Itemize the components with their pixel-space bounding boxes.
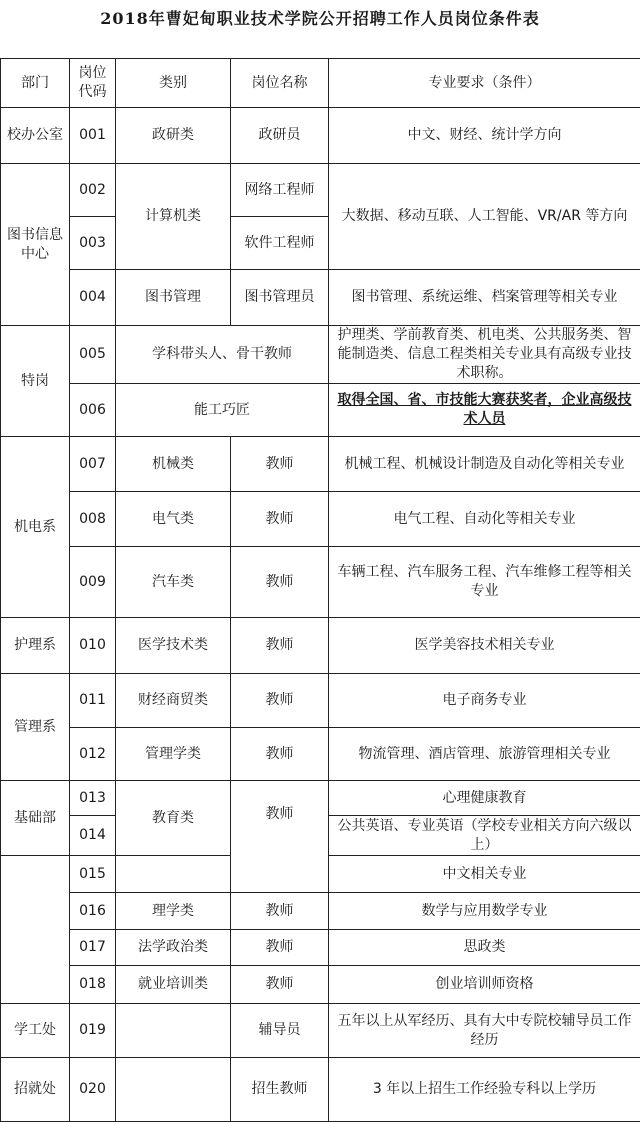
- dept-cell: 招就处: [1, 1058, 70, 1122]
- requirement-cell: 医学美容技术相关专业: [329, 618, 640, 674]
- header-category: 类别: [116, 59, 231, 108]
- category-cell-empty: [116, 856, 231, 893]
- position-cell: 教师: [231, 893, 329, 930]
- table-row: [1, 618, 640, 674]
- position-cell: 教师: [231, 728, 329, 781]
- requirement-cell: 3 年以上招生工作经验专科以上学历: [329, 1058, 640, 1122]
- position-cell: 图书管理员: [231, 270, 329, 326]
- dept-cell: 校办公室: [1, 108, 70, 164]
- requirement-cell: 公共英语、专业英语（学校专业相关方向六级以上）: [329, 816, 640, 856]
- category-cell-empty: [116, 1004, 231, 1058]
- dept-cell: 特岗: [1, 326, 70, 437]
- table-row: [1, 384, 640, 437]
- code-cell: 006: [70, 384, 116, 437]
- category-cell: 医学技术类: [116, 618, 231, 674]
- requirement-cell: 中文相关专业: [329, 856, 640, 893]
- requirement-cell: 图书管理、系统运维、档案管理等相关专业: [329, 270, 640, 326]
- table-row: [1, 893, 640, 930]
- category-cell: 能工巧匠: [116, 384, 329, 437]
- category-cell: 汽车类: [116, 547, 231, 618]
- category-cell: 政研类: [116, 108, 231, 164]
- dept-cell-empty: [1, 856, 70, 1004]
- code-cell: 001: [70, 108, 116, 164]
- header-row: [1, 59, 640, 108]
- category-cell: 电气类: [116, 492, 231, 547]
- category-cell: 理学类: [116, 893, 231, 930]
- table-row: [1, 728, 640, 781]
- job-conditions-table: [0, 58, 640, 1122]
- code-cell: 017: [70, 930, 116, 966]
- code-cell: 008: [70, 492, 116, 547]
- dept-cell: 机电系: [1, 437, 70, 618]
- position-cell: 辅导员: [231, 1004, 329, 1058]
- code-cell: 003: [70, 217, 116, 270]
- code-cell: 013: [70, 781, 116, 816]
- position-cell: 教师: [231, 437, 329, 492]
- code-cell: 012: [70, 728, 116, 781]
- dept-cell: 管理系: [1, 674, 70, 781]
- table-row: [1, 270, 640, 326]
- page-title: 2018年曹妃甸职业技术学院公开招聘工作人员岗位条件表: [0, 0, 640, 38]
- position-cell: 教师: [231, 781, 329, 893]
- dept-cell: 基础部: [1, 781, 70, 856]
- requirement-cell: 电子商务专业: [329, 674, 640, 728]
- position-cell: 教师: [231, 966, 329, 1004]
- position-cell: 网络工程师: [231, 164, 329, 217]
- position-cell: 政研员: [231, 108, 329, 164]
- table-row: [1, 547, 640, 618]
- header-code: 岗位代码: [70, 59, 116, 108]
- requirement-cell: 大数据、移动互联、人工智能、VR/AR 等方向: [329, 164, 640, 270]
- code-cell: 002: [70, 164, 116, 217]
- requirement-cell: 物流管理、酒店管理、旅游管理相关专业: [329, 728, 640, 781]
- table-row: [1, 326, 640, 384]
- requirement-cell: 数学与应用数学专业: [329, 893, 640, 930]
- code-cell: 014: [70, 816, 116, 856]
- code-cell: 009: [70, 547, 116, 618]
- dept-cell: 学工处: [1, 1004, 70, 1058]
- position-cell: 教师: [231, 618, 329, 674]
- requirement-cell: 五年以上从军经历、具有大中专院校辅导员工作经历: [329, 1004, 640, 1058]
- table-row: [1, 108, 640, 164]
- category-cell: 学科带头人、骨干教师: [116, 326, 329, 384]
- code-cell: 018: [70, 966, 116, 1004]
- code-cell: 015: [70, 856, 116, 893]
- code-cell: 005: [70, 326, 116, 384]
- position-cell: 软件工程师: [231, 217, 329, 270]
- code-cell: 004: [70, 270, 116, 326]
- category-cell: 就业培训类: [116, 966, 231, 1004]
- table-row: [1, 1058, 640, 1122]
- requirement-cell: 护理类、学前教育类、机电类、公共服务类、智能制造类、信息工程类相关专业具有高级专业技术职称。: [329, 326, 640, 384]
- table-row: [1, 1004, 640, 1058]
- category-cell: 财经商贸类: [116, 674, 231, 728]
- code-cell: 020: [70, 1058, 116, 1122]
- code-cell: 016: [70, 893, 116, 930]
- code-cell: 011: [70, 674, 116, 728]
- dept-cell: 图书信息中心: [1, 164, 70, 326]
- requirement-cell: 取得全国、省、市技能大赛获奖者，企业高级技术人员: [329, 384, 640, 437]
- position-cell: 教师: [231, 674, 329, 728]
- requirement-cell: 心理健康教育: [329, 781, 640, 816]
- table-row: [1, 930, 640, 966]
- category-cell-empty: [116, 1058, 231, 1122]
- position-cell: 招生教师: [231, 1058, 329, 1122]
- requirement-cell: 车辆工程、汽车服务工程、汽车维修工程等相关专业: [329, 547, 640, 618]
- table-row: [1, 492, 640, 547]
- requirement-cell: 思政类: [329, 930, 640, 966]
- position-cell: 教师: [231, 492, 329, 547]
- category-cell: 教育类: [116, 781, 231, 856]
- header-position: 岗位名称: [231, 59, 329, 108]
- code-cell: 019: [70, 1004, 116, 1058]
- position-cell: 教师: [231, 930, 329, 966]
- requirement-cell: 机械工程、机械设计制造及自动化等相关专业: [329, 437, 640, 492]
- table-row: [1, 674, 640, 728]
- dept-cell: 护理系: [1, 618, 70, 674]
- requirement-cell: 创业培训师资格: [329, 966, 640, 1004]
- category-cell: 机械类: [116, 437, 231, 492]
- requirement-cell: 电气工程、自动化等相关专业: [329, 492, 640, 547]
- position-cell: 教师: [231, 547, 329, 618]
- header-dept: 部门: [1, 59, 70, 108]
- table-row: [1, 966, 640, 1004]
- category-cell: 法学政治类: [116, 930, 231, 966]
- table-row: [1, 164, 640, 217]
- requirement-cell: 中文、财经、统计学方向: [329, 108, 640, 164]
- category-cell: 计算机类: [116, 164, 231, 270]
- category-cell: 图书管理: [116, 270, 231, 326]
- table-row: [1, 437, 640, 492]
- code-cell: 010: [70, 618, 116, 674]
- category-cell: 管理学类: [116, 728, 231, 781]
- code-cell: 007: [70, 437, 116, 492]
- table-row: [1, 781, 640, 816]
- header-requirement: 专业要求（条件）: [329, 59, 640, 108]
